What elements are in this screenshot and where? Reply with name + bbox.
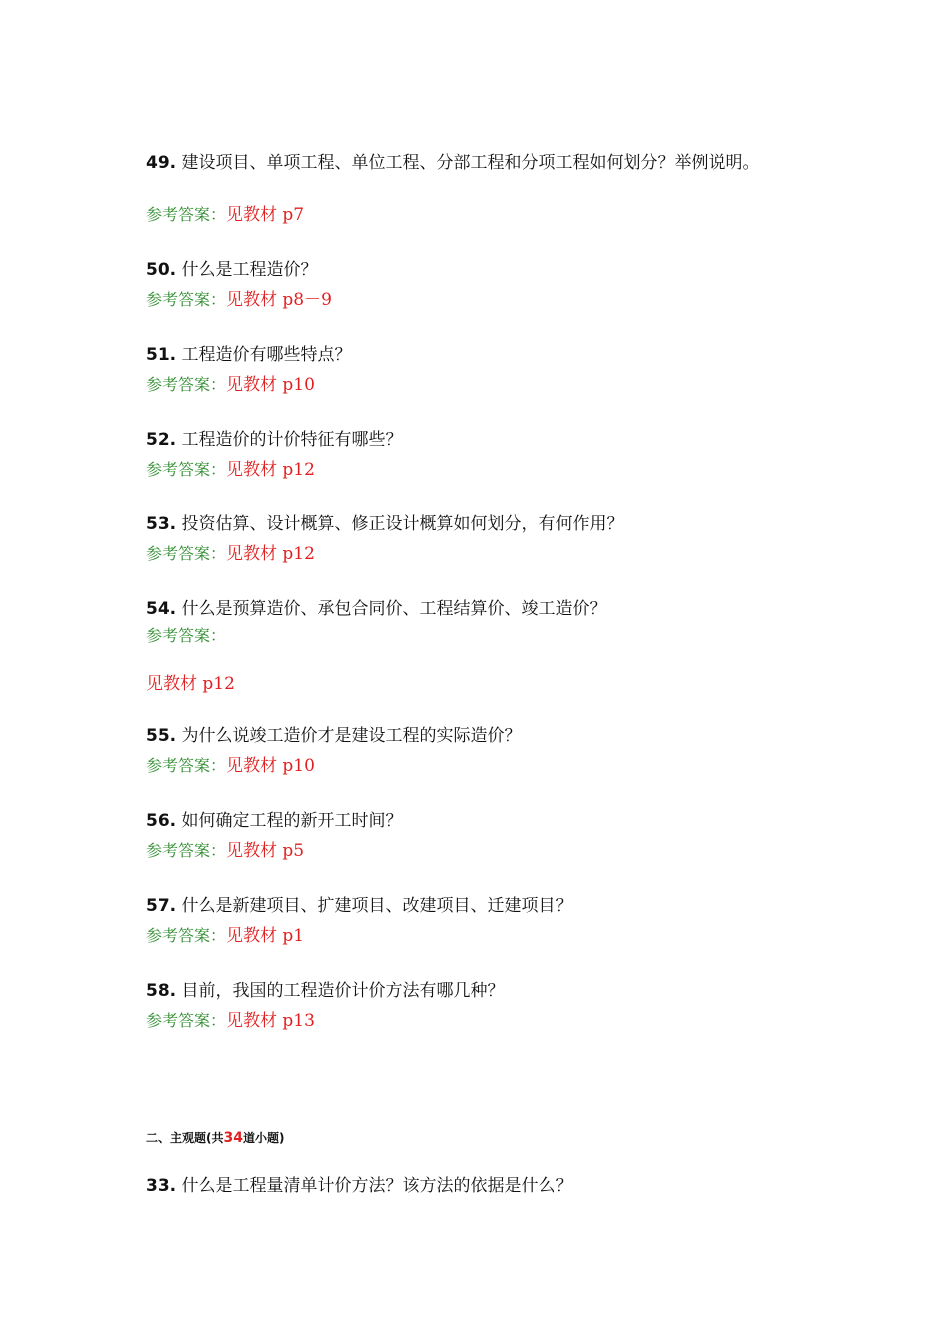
question-number: 55. <box>146 726 177 746</box>
answer-57 <box>146 924 304 948</box>
question-text: 目前，我国的工程造价计价方法有哪几种？ <box>181 981 505 1001</box>
answer-label: 参考答案： <box>146 544 227 563</box>
question-text: 什么是工程造价？ <box>181 260 318 280</box>
question-58 <box>146 978 505 1004</box>
answer-51 <box>146 373 315 397</box>
answer-reference: 见教材 p13 <box>226 1011 315 1031</box>
question-text: 为什么说竣工造价才是建设工程的实际造价？ <box>181 726 522 746</box>
question-text: 工程造价有哪些特点？ <box>181 345 352 365</box>
question-number: 50. <box>146 260 177 280</box>
answer-56 <box>146 839 304 863</box>
answer-reference: 见教材 p12 <box>226 544 315 564</box>
answer-label: 参考答案： <box>146 756 227 775</box>
answer-49 <box>146 203 304 227</box>
question-49 <box>146 150 796 176</box>
answer-reference: 见教材 p10 <box>226 375 315 395</box>
answer-50 <box>146 288 332 312</box>
question-number: 56. <box>146 811 177 831</box>
question-text: 如何确定工程的新开工时间？ <box>181 811 403 831</box>
question-text: 投资估算、设计概算、修正设计概算如何划分，有何作用？ <box>181 514 624 534</box>
question-number: 33. <box>146 1176 177 1196</box>
question-52 <box>146 427 403 453</box>
answer-label: 参考答案： <box>146 460 227 479</box>
question-56 <box>146 808 403 834</box>
question-50 <box>146 257 318 283</box>
question-55 <box>146 723 522 749</box>
question-number: 52. <box>146 430 177 450</box>
answer-reference: 见教材 p5 <box>226 841 305 861</box>
question-number: 51. <box>146 345 177 365</box>
section-count: 34 <box>223 1130 243 1146</box>
answer-54 <box>146 672 235 696</box>
question-text: 建设项目、单项工程、单位工程、分部工程和分项工程如何划分？举例说明。 <box>181 153 760 173</box>
question-51 <box>146 342 352 368</box>
answer-reference: 见教材 p10 <box>226 756 315 776</box>
answer-label: 参考答案： <box>146 1011 227 1030</box>
section-suffix: 道小题) <box>242 1131 285 1145</box>
question-number: 53. <box>146 514 177 534</box>
answer-label: 参考答案： <box>146 375 227 394</box>
answer-label: 参考答案： <box>146 290 227 309</box>
question-57 <box>146 893 573 919</box>
answer-label: 参考答案： <box>146 626 227 645</box>
question-text: 什么是预算造价、承包合同价、工程结算价、竣工造价？ <box>181 599 607 619</box>
answer-reference: 见教材 p12 <box>146 674 235 694</box>
question-text: 工程造价的计价特征有哪些？ <box>181 430 403 450</box>
question-text: 什么是工程量清单计价方法？该方法的依据是什么？ <box>181 1176 573 1196</box>
section-heading <box>146 1129 284 1147</box>
answer-reference: 见教材 p12 <box>226 460 315 480</box>
section-prefix: 二、主观题(共 <box>146 1131 224 1145</box>
answer-label: 参考答案： <box>146 926 227 945</box>
answer-reference: 见教材 p7 <box>226 205 305 225</box>
question-number: 49. <box>146 153 177 173</box>
question-53 <box>146 511 624 537</box>
answer-label: 参考答案： <box>146 205 227 224</box>
question-number: 57. <box>146 896 177 916</box>
question-text: 什么是新建项目、扩建项目、改建项目、迁建项目？ <box>181 896 573 916</box>
question-number: 58. <box>146 981 177 1001</box>
answer-58 <box>146 1009 315 1033</box>
answer-reference: 见教材 p1 <box>226 926 305 946</box>
answer-53 <box>146 542 315 566</box>
answer-54-label <box>146 624 226 648</box>
question-54 <box>146 596 607 622</box>
answer-reference: 见教材 p8－9 <box>226 290 332 310</box>
answer-label: 参考答案： <box>146 841 227 860</box>
answer-55 <box>146 754 315 778</box>
answer-52 <box>146 458 315 482</box>
question-number: 54. <box>146 599 177 619</box>
question-33 <box>146 1173 573 1199</box>
